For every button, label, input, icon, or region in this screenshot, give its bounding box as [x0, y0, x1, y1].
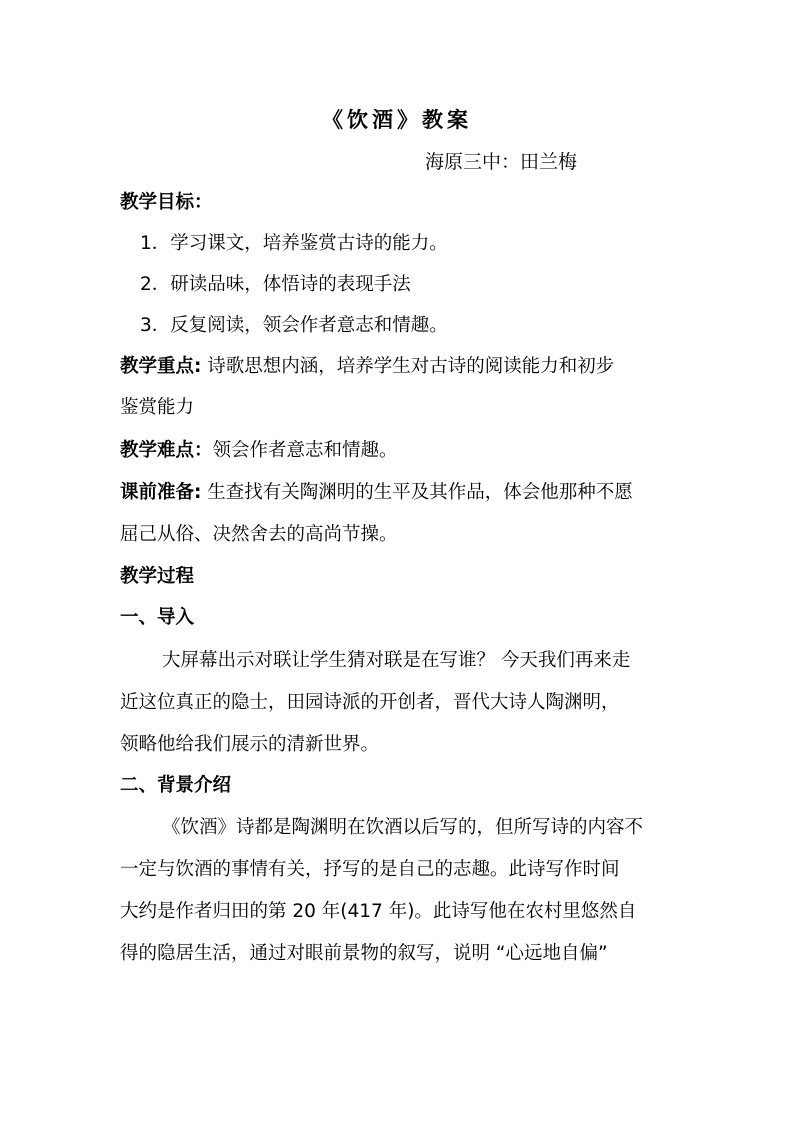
key-points-label: 教学重点:	[120, 356, 202, 377]
goals-heading: 教学目标：	[120, 192, 213, 213]
section1-paragraph-line-1: 大屏幕出示对联让学生猜对联是在写谁？ 今天我们再来走	[162, 650, 631, 671]
section2-paragraph-line-1: 《饮酒》诗都是陶渊明在饮酒以后写的，但所写诗的内容不	[162, 817, 644, 838]
preparation-line	[120, 479, 633, 507]
difficulties-label: 教学难点：	[120, 440, 213, 461]
section2-paragraph-line-2: 一定与饮酒的事情有关，抒写的是自己的志趣。此诗写作时间	[120, 859, 620, 880]
key-points-text: 诗歌思想内涵，培养学生对古诗的阅读能力和初步	[201, 356, 615, 377]
process-heading: 教学过程	[120, 566, 195, 587]
difficulties-line	[120, 437, 398, 465]
document-title: 《饮酒》教案	[322, 107, 472, 132]
section2-paragraph-line-3: 大约是作者归田的第 20 年(417 年)。此诗写他在农村里悠然自	[120, 901, 637, 922]
goal-item-1: 1．学习课文，培养鉴赏古诗的能力。	[140, 233, 448, 254]
key-points-line	[120, 353, 614, 381]
preparation-label: 课前准备:	[120, 482, 202, 503]
section1-heading: 一、导入	[120, 607, 195, 628]
section2-paragraph-line-4: 得的隐居生活，通过对眼前景物的叙写，说明 “心远地自偏”	[120, 943, 608, 964]
key-points-continuation: 鉴赏能力	[120, 397, 195, 418]
section1-paragraph-line-3: 领略他给我们展示的清新世界。	[120, 734, 380, 755]
goal-item-2: 2．研读品味，体悟诗的表现手法	[140, 274, 411, 295]
goal-item-3: 3．反复阅读，领会作者意志和情趣。	[140, 315, 448, 336]
preparation-continuation: 屈己从俗、决然舍去的高尚节操。	[120, 524, 398, 545]
preparation-text: 生查找有关陶渊明的生平及其作品，体会他那种不愿	[201, 482, 633, 503]
author-line: 海原三中：田兰梅	[425, 151, 578, 173]
section2-heading: 二、背景介绍	[120, 775, 232, 796]
section1-paragraph-line-2: 近这位真正的隐士，田园诗派的开创者，晋代大诗人陶渊明，	[120, 692, 620, 713]
difficulties-text: 领会作者意志和情趣。	[212, 440, 398, 461]
